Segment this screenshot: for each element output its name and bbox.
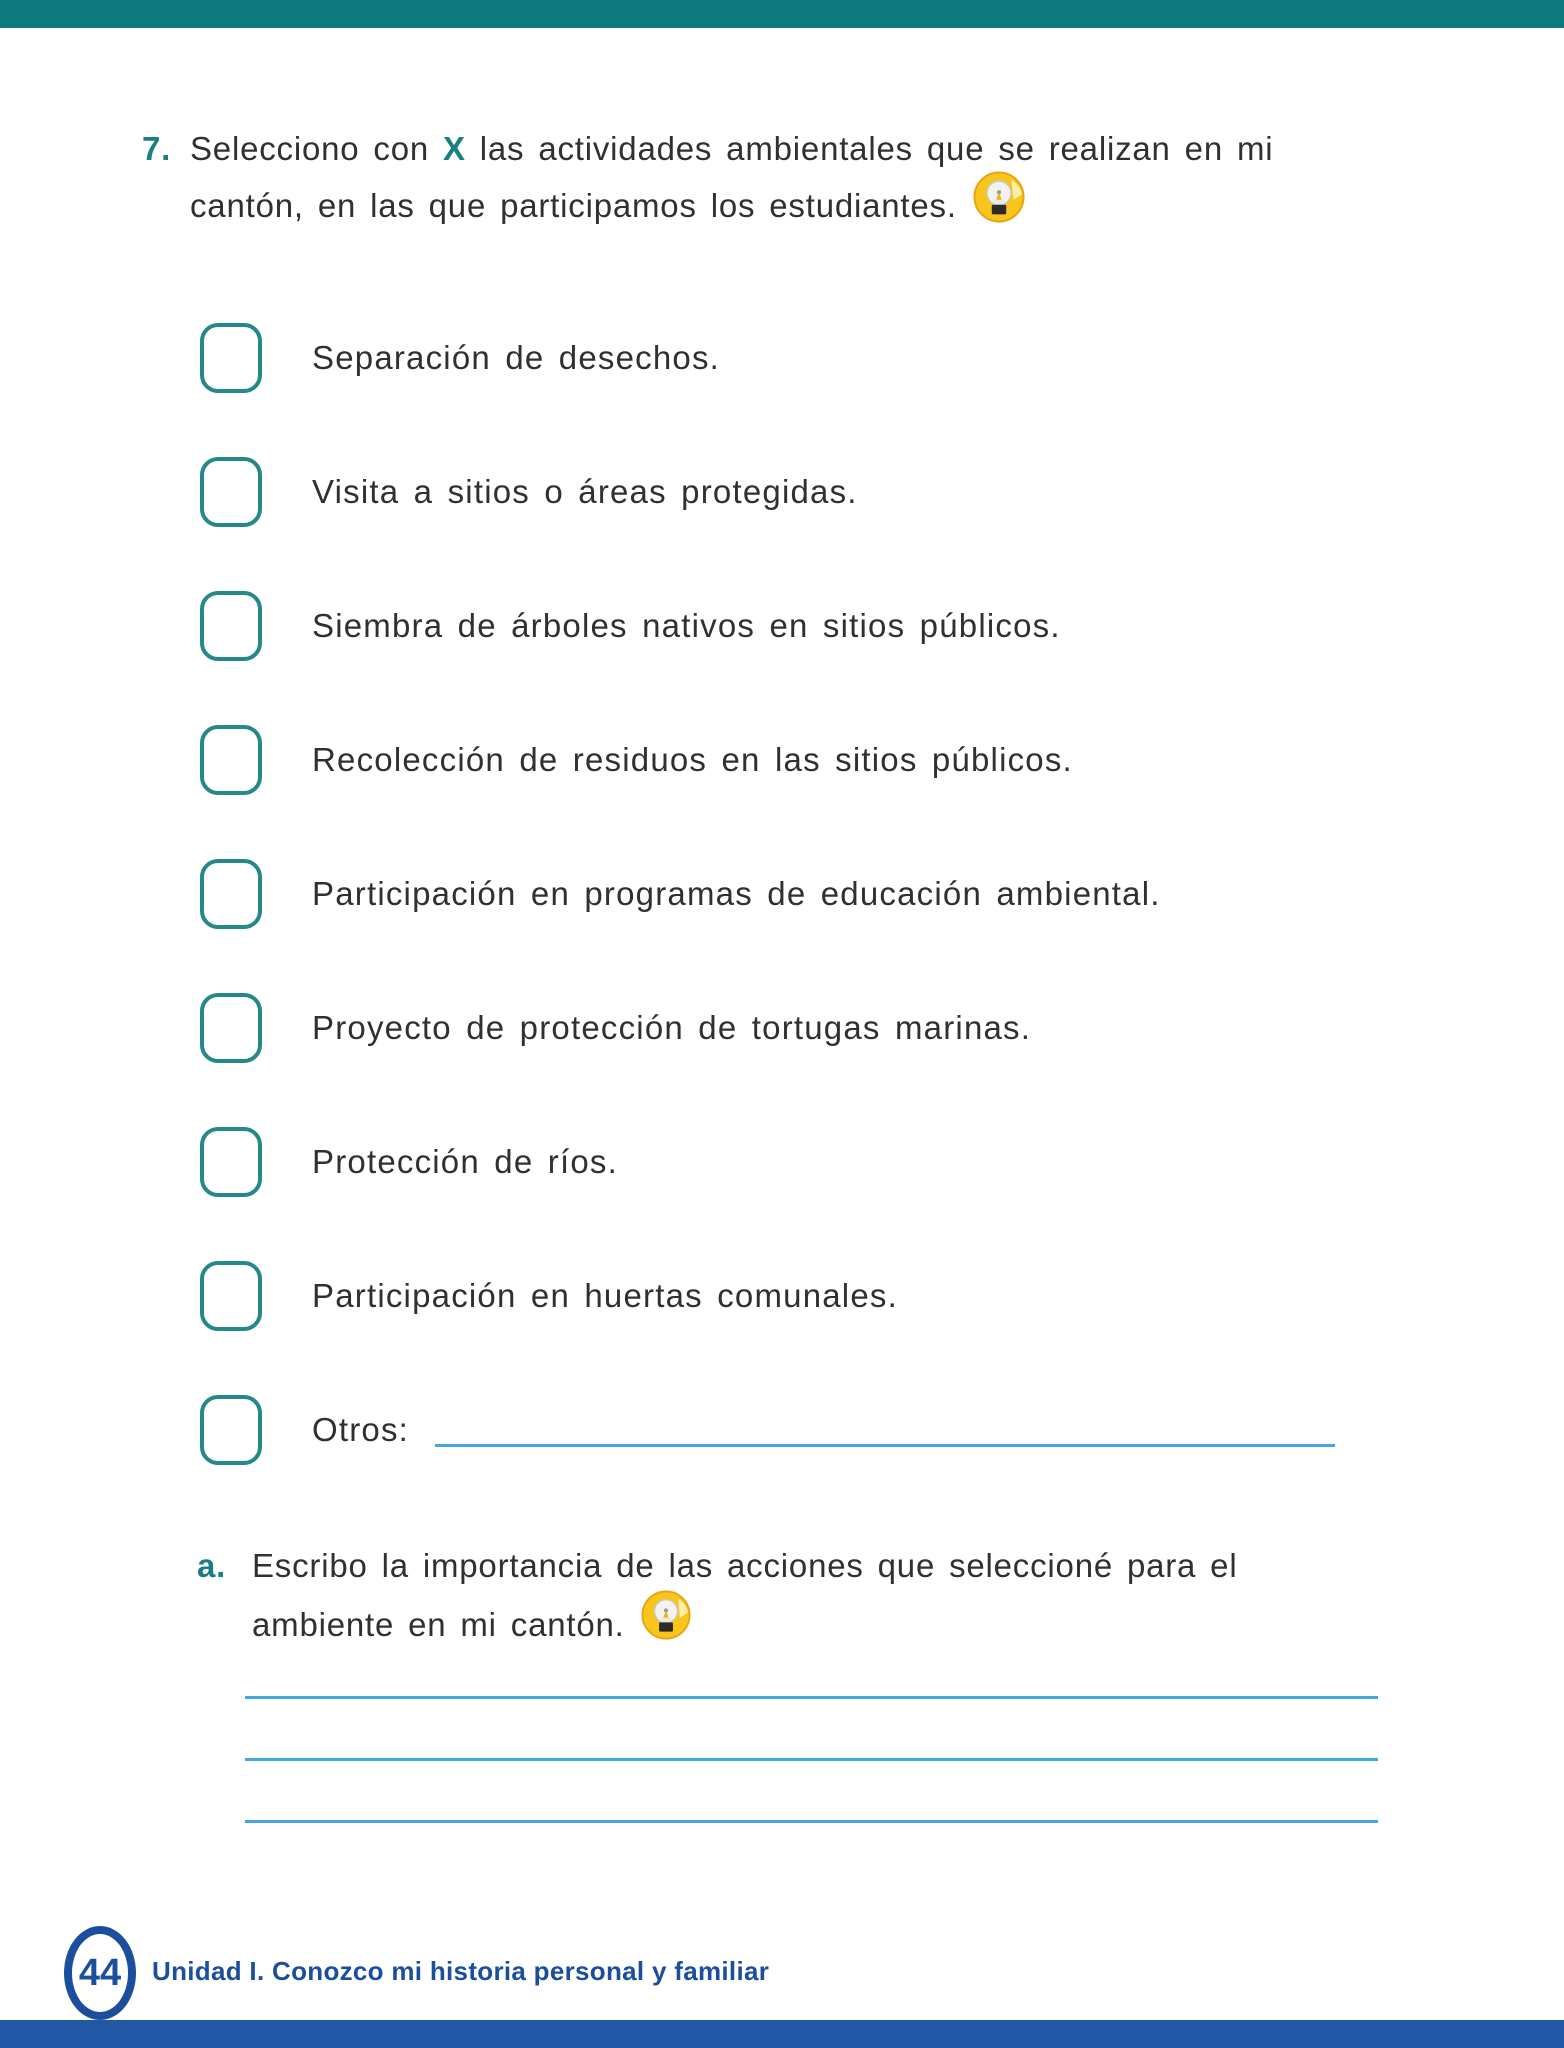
checklist-item-label: Otros:: [312, 1411, 410, 1448]
subquestion-line-1: Escribo la importancia de las acciones que seleccioné para el: [252, 1547, 1238, 1584]
question-line1-pre: Selecciono con: [190, 130, 443, 167]
subquestion-line-2: [252, 1595, 1452, 1658]
question-line-2: [190, 177, 1480, 240]
question-line2-text: cantón, en las que participamos los estudiantes.: [190, 187, 957, 225]
checklist-item-label: Participación en programas de educación ambiental.: [312, 875, 1161, 912]
checklist-item-label: Protección de ríos.: [312, 1143, 618, 1180]
bottom-edge-bar: [0, 2020, 1564, 2048]
checklist-item-label: Participación en huertas comunales.: [312, 1277, 898, 1314]
checklist-item-label: Proyecto de protección de tortugas marinas.: [312, 1009, 1032, 1046]
checklist-item-label: Separación de desechos.: [312, 339, 721, 376]
checklist-item: [200, 1095, 1335, 1229]
checkbox[interactable]: [200, 1261, 262, 1331]
page-number: 44: [78, 1951, 122, 1994]
checklist-item: [200, 291, 1335, 425]
checkbox[interactable]: [200, 1127, 262, 1197]
checkbox[interactable]: [200, 591, 262, 661]
subquestion-letter: a.: [197, 1547, 227, 1584]
checklist-item: [200, 693, 1335, 827]
unit-title: Unidad I. Conozco mi historia personal y familiar: [152, 1956, 770, 1986]
question-text: [190, 120, 1480, 240]
checklist: [200, 291, 1335, 1497]
subquestion-line2-text: ambiente en mi cantón.: [252, 1606, 625, 1643]
subquestion-text: [252, 1536, 1452, 1658]
checkbox[interactable]: [200, 1395, 262, 1465]
otros-answer-line[interactable]: [435, 1414, 1335, 1447]
top-edge-bar: [0, 0, 1564, 28]
checklist-item-label: Recolección de residuos en las sitios públicos.: [312, 741, 1073, 778]
checklist-item-label: Siembra de árboles nativos en sitios públicos.: [312, 607, 1061, 644]
lightbulb-icon: [641, 1590, 691, 1658]
question-7: [142, 120, 1480, 240]
checklist-item: [200, 1363, 1335, 1497]
checkbox[interactable]: [200, 993, 262, 1063]
answer-line[interactable]: [245, 1820, 1378, 1823]
question-line1-post: las actividades ambientales que se realizan en mi: [465, 130, 1274, 167]
checkbox[interactable]: [200, 725, 262, 795]
checkbox[interactable]: [200, 859, 262, 929]
answer-line[interactable]: [245, 1696, 1378, 1699]
checklist-item: [200, 559, 1335, 693]
x-mark: X: [442, 130, 466, 167]
checklist-item: [200, 425, 1335, 559]
answer-line[interactable]: [245, 1758, 1378, 1761]
checkbox[interactable]: [200, 457, 262, 527]
checklist-item-label: Visita a sitios o áreas protegidas.: [312, 473, 858, 510]
checklist-item: [200, 961, 1335, 1095]
question-number: 7.: [142, 130, 172, 167]
checklist-item: [200, 827, 1335, 961]
lightbulb-icon: [973, 171, 1025, 240]
page-number-badge: [64, 1926, 136, 2020]
checkbox[interactable]: [200, 323, 262, 393]
subquestion-a: [197, 1536, 1452, 1658]
question-line-1: [190, 120, 1480, 177]
checklist-item: [200, 1229, 1335, 1363]
